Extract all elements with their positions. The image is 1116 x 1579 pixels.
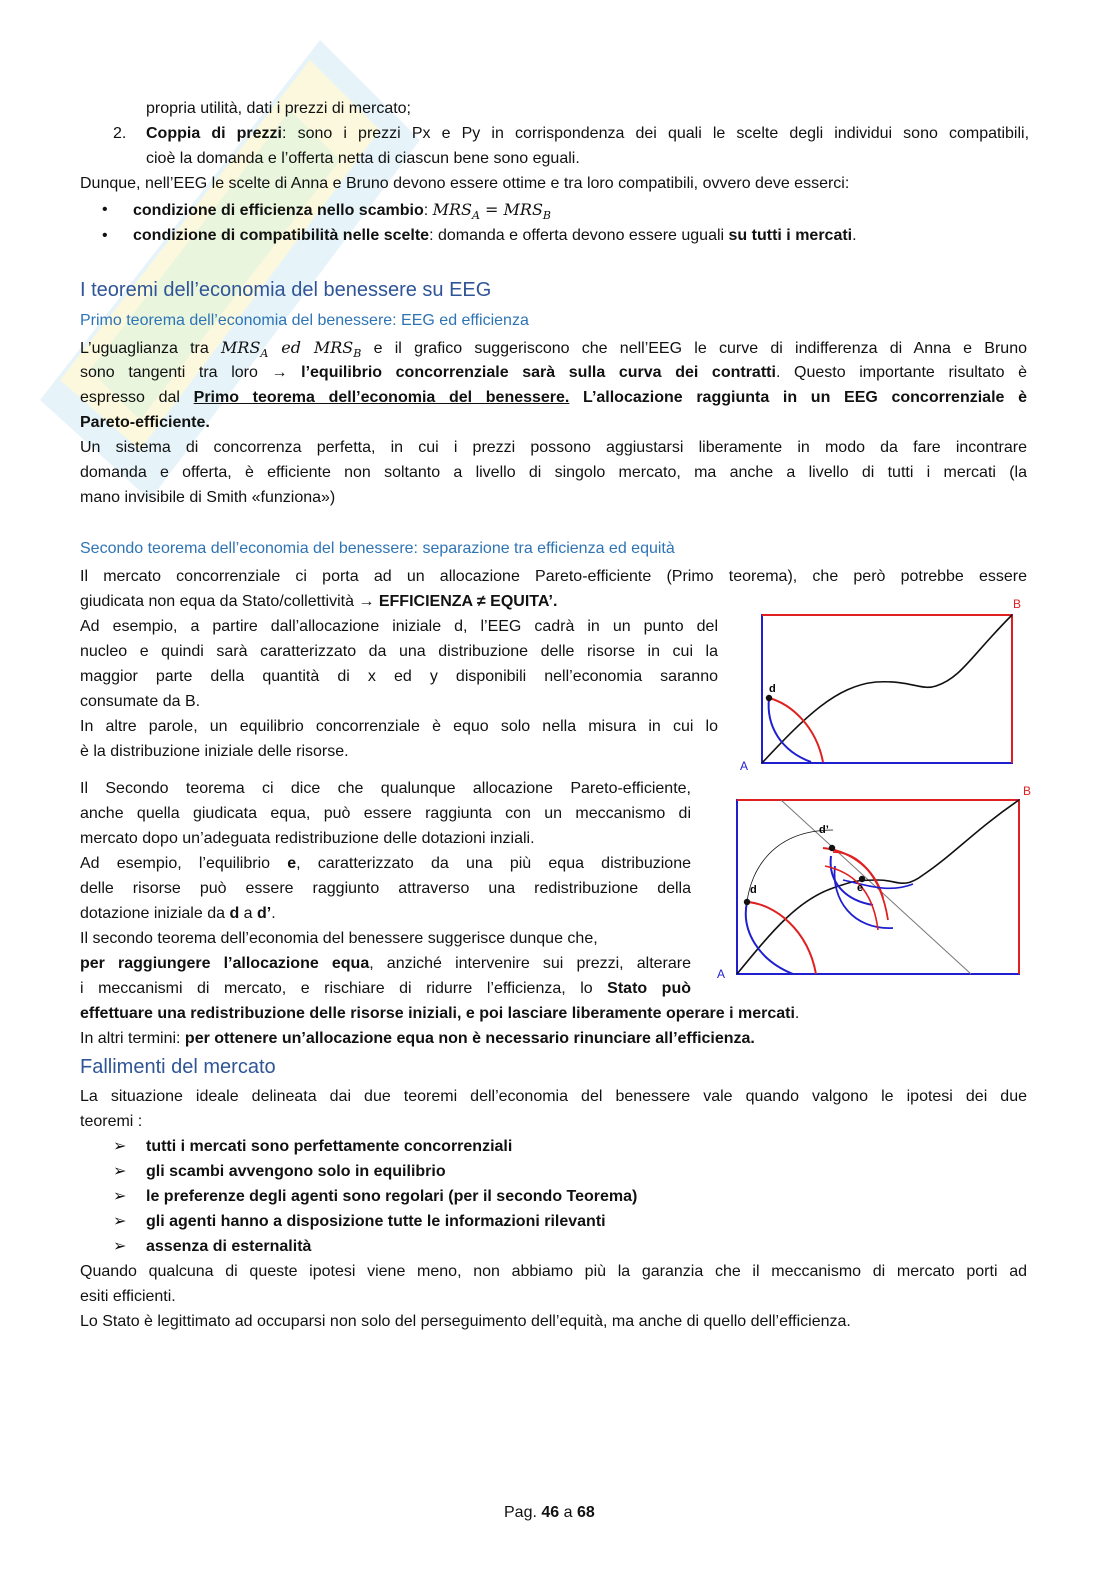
p5-line4: Ad esempio, l’equilibrio e, caratterizzato da una più equa distribuzione — [80, 855, 692, 872]
point-d — [744, 899, 750, 905]
p4-line4: consumate da B. — [80, 693, 201, 710]
label-a: A — [740, 759, 749, 773]
intro-line-cont: propria utilità, dati i prezzi di mercato; — [146, 100, 411, 117]
p6-line1: Il secondo teorema dell’economia del benessere suggerisce dunque che, — [80, 930, 598, 947]
box-outline — [762, 615, 1012, 763]
item2-line1: Coppia di prezzi: sono i prezzi Px e Py in corrispondenza dei quali le scelte degli individui sono compatibili, — [146, 125, 1030, 142]
p4-line2: nucleo e quindi sarà caratterizzato da una distribuzione delle risorse in cui la — [80, 643, 718, 660]
p5-line3: mercato dopo un’adeguata redistribuzione delle dotazioni inziali. — [80, 830, 535, 847]
redistribution-arc — [747, 830, 833, 902]
p4-line3: maggior parte della quantità di x ed y disponibili nell’economia saranno — [80, 668, 718, 685]
bullet-compatibilita: condizione di compatibilità nelle scelte: domanda e offerta devono essere uguali su tutti i mercati. — [133, 227, 857, 244]
label-e: e — [857, 882, 864, 894]
list-item: le preferenze degli agenti sono regolari (per il secondo Teorema) — [146, 1188, 638, 1205]
p1-line2: sono tangenti tra loro → l’equilibrio concorrenziale sarà sulla curva dei contratti. Questo importante risultato è — [80, 364, 1028, 381]
label-d: d — [769, 683, 776, 695]
p6-line2: per raggiungere l’allocazione equa, anziché intervenire sui prezzi, alterare — [80, 955, 691, 972]
s2-p3: Lo Stato è legittimato ad occuparsi non solo del perseguimento dell’equità, ma anche di quello dell’efficienza. — [80, 1313, 851, 1330]
arrow-bullet-icon: ➢ — [113, 1238, 127, 1255]
label-b: B — [1013, 597, 1022, 611]
arrow-bullet-icon: ➢ — [113, 1188, 127, 1205]
indifference-curve-a-d — [746, 902, 793, 974]
s2-p1-line2: teoremi : — [80, 1113, 143, 1130]
p5-line2: anche quella giudicata equa, può essere raggiunta con un meccanismo di — [80, 805, 691, 822]
subheading-secondo-teorema: Secondo teorema dell’economia del benessere: separazione tra efficienza ed equità — [80, 540, 675, 557]
p6-line3: i meccanismi di mercato, e rischiare di ridurre l’efficienza, lo Stato può — [80, 980, 692, 997]
s2-p2-line2: esiti efficienti. — [80, 1288, 176, 1305]
arrow-bullet-icon: ➢ — [113, 1138, 127, 1155]
p2-line3: mano invisibile di Smith «funziona») — [80, 489, 336, 506]
label-a: A — [717, 967, 726, 981]
p5-line1: Il Secondo teorema ci dice che qualunque allocazione Pareto-efficiente, — [80, 780, 691, 797]
p1-line1: L’uguaglianza tra $MRS_A$ ed $MRS_B$ e il grafico suggeriscono che nell’EEG le curve di indifferenza di Anna e Bruno — [80, 338, 1027, 361]
edgeworth-box-figure-2 — [713, 780, 1043, 986]
list-item: gli agenti hanno a disposizione tutte le informazioni rilevanti — [146, 1213, 606, 1230]
s2-p1-line1: La situazione ideale delineata dai due teoremi dell’economia del benessere vale quando valgono le ipotesi dei due — [80, 1088, 1027, 1105]
subheading-primo-teorema: Primo teorema dell’economia del benessere: EEG ed efficienza — [80, 312, 529, 329]
p4-line6: è la distribuzione iniziale delle risorse. — [80, 743, 349, 760]
page-footer: Pag. 46 a 68 — [504, 1504, 595, 1521]
contract-curve — [762, 615, 1012, 763]
bullet-dot-icon: • — [102, 201, 108, 218]
label-b: B — [1023, 784, 1032, 798]
section-heading-fallimenti: Fallimenti del mercato — [80, 1056, 276, 1078]
s2-p2-line1: Quando qualcuna di queste ipotesi viene meno, non abbiamo più la garanzia che il meccanismo di mercato porti ad — [80, 1263, 1027, 1280]
list-item: assenza di esternalità — [146, 1238, 312, 1255]
p6-line4: effettuare una redistribuzione delle risorse iniziali, e poi lasciare liberamente operare i mercati. — [80, 1005, 800, 1022]
edgeworth-box-figure-1 — [736, 596, 1036, 774]
p5-line6: dotazione iniziale da d a d’. — [80, 905, 276, 922]
list-number: 2. — [113, 125, 127, 142]
p1-line3: espresso dal Primo teorema dell’economia del benessere. L’allocazione raggiunta in un EEG concorrenziale è — [80, 389, 1027, 406]
bullet-efficienza: condizione di efficienza nello scambio: $MRS_A = MRS_B$ — [133, 200, 552, 223]
p7-line: In altri termini: per ottenere un’allocazione equa non è necessario rinunciare all’efficienza. — [80, 1030, 755, 1047]
p2-line2: domanda e offerta, è efficiente non soltanto a livello di singolo mercato, ma anche a livello di tutti i mercati (la — [80, 464, 1027, 481]
point-dprime — [829, 845, 835, 851]
p5-line5: delle risorse può essere raggiunto attraverso una redistribuzione della — [80, 880, 691, 897]
p1-line4: Pareto-efficiente. — [80, 414, 210, 431]
list-item: gli scambi avvengono solo in equilibrio — [146, 1163, 446, 1180]
label-dprime: d’ — [819, 824, 829, 836]
point-d — [766, 695, 772, 701]
item2-line2: cioè la domanda e l’offerta netta di ciascun bene sono eguali. — [146, 150, 580, 167]
p3-line2: giudicata non equa da Stato/collettività → EFFICIENZA ≠ EQUITA’. — [80, 593, 558, 610]
arrow-bullet-icon: ➢ — [113, 1163, 127, 1180]
bullet-dot-icon: • — [102, 227, 108, 244]
indifference-curve-b — [769, 698, 823, 762]
p3-line1: Il mercato concorrenziale ci porta ad un allocazione Pareto-efficiente (Primo teorema), che però potrebbe essere — [80, 568, 1027, 585]
p4-line1: Ad esempio, a partire dall’allocazione iniziale d, l’EEG cadrà in un punto del — [80, 618, 718, 635]
label-d: d — [750, 884, 757, 896]
p4-line5: In altre parole, un equilibrio concorrenziale è equo solo nella misura in cui lo — [80, 718, 718, 735]
list-item: tutti i mercati sono perfettamente concorrenziali — [146, 1138, 513, 1155]
arrow-bullet-icon: ➢ — [113, 1213, 127, 1230]
section-heading-teoremi: I teoremi dell’economia del benessere su EEG — [80, 279, 492, 301]
p2-line1: Un sistema di concorrenza perfetta, in cui i prezzi possono aggiustarsi liberamente in modo da fare incontrare — [80, 439, 1027, 456]
dunque-paragraph: Dunque, nell’EEG le scelte di Anna e Bruno devono essere ottime e tra loro compatibili, ovvero deve esserci: — [80, 175, 850, 192]
indifference-curve-b-d — [747, 902, 816, 974]
